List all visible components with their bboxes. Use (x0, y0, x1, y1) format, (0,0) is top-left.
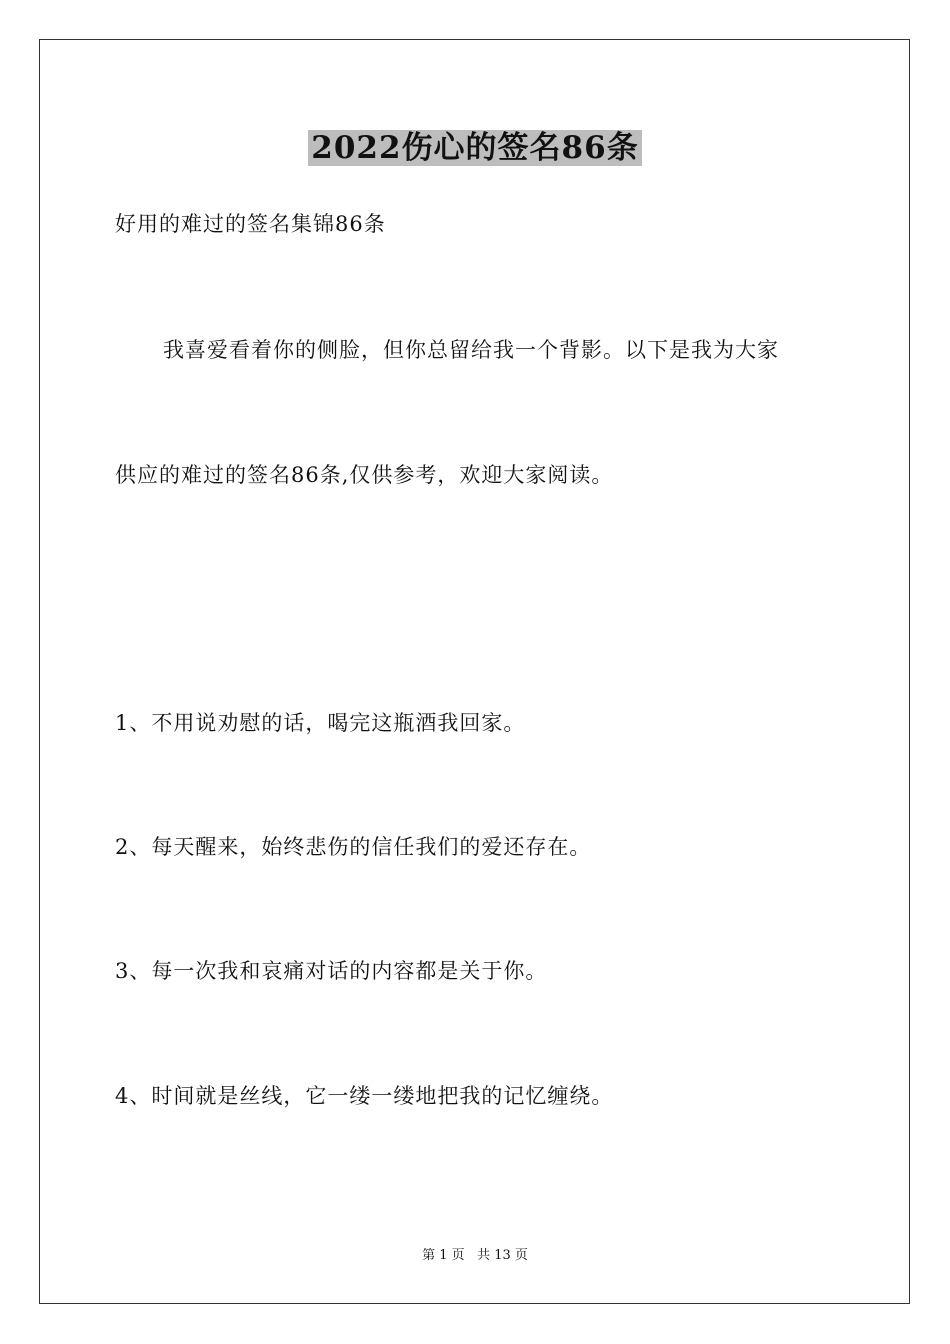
page-footer: 第 1 页 共 13 页 (422, 1248, 528, 1263)
list-item-4: 4、时间就是丝线，它一缕一缕地把我的记忆缠绕。 (115, 1084, 614, 1108)
list-item-2: 2、每天醒来，始终悲伤的信任我们的爱还存在。 (115, 835, 592, 859)
document-title-text: 2022伤心的签名86条 (308, 130, 641, 166)
list-item-1: 1、不用说劝慰的话，喝完这瓶酒我回家。 (115, 711, 526, 735)
intro-paragraph-line-2: 供应的难过的签名86条,仅供参考，欢迎大家阅读。 (115, 463, 614, 487)
list-item-3: 3、每一次我和哀痛对话的内容都是关于你。 (115, 959, 548, 983)
document-title (0, 128, 950, 168)
intro-paragraph-line-1: 我喜爱看着你的侧脸，但你总留给我一个背影。以下是我为大家 (163, 338, 779, 362)
document-subtitle: 好用的难过的签名集锦86条 (115, 212, 386, 236)
